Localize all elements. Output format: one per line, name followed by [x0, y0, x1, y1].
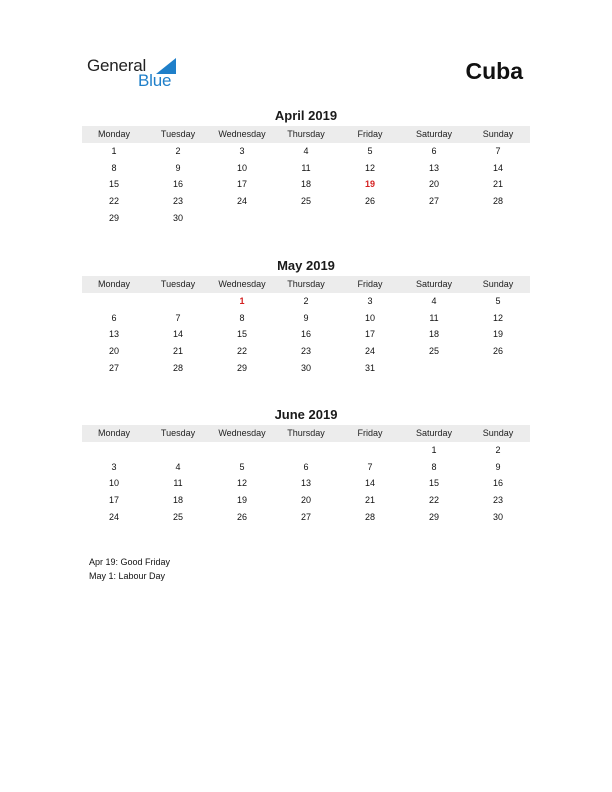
- weekday-label: Thursday: [287, 428, 325, 438]
- day-cell: 2: [303, 296, 309, 306]
- day-cell: 27: [428, 196, 439, 207]
- day-cell: 20: [428, 179, 439, 190]
- day-cell: 5: [239, 461, 245, 472]
- holiday-notes: [89, 555, 170, 583]
- day-cell: 10: [236, 162, 247, 173]
- weekday-label: Saturday: [415, 279, 453, 289]
- day-cell: 5: [495, 296, 501, 306]
- day-cell: 27: [300, 511, 311, 522]
- day-cell: [146, 293, 210, 310]
- day-cell: 8: [111, 162, 117, 173]
- day-cell: [82, 293, 146, 310]
- holiday-note: May 1: Labour Day: [89, 571, 166, 581]
- day-cell: 21: [172, 346, 183, 357]
- day-cell: [274, 210, 338, 227]
- weekday-label: Saturday: [415, 129, 453, 139]
- brand-logo: [87, 56, 187, 92]
- day-cell: 16: [492, 478, 503, 489]
- week-row: [82, 343, 530, 360]
- day-cell: 8: [431, 461, 437, 472]
- day-cell: [146, 442, 210, 459]
- day-cell: 15: [236, 329, 247, 340]
- day-cell: 18: [428, 329, 439, 340]
- day-cell: 16: [172, 179, 183, 190]
- weekday-label: Tuesday: [160, 279, 196, 289]
- day-cell: 4: [175, 461, 181, 472]
- day-cell: 4: [431, 296, 437, 306]
- day-cell: 10: [108, 478, 119, 489]
- day-cell: 4: [303, 146, 309, 156]
- week-row: [82, 360, 530, 377]
- day-cell: 26: [492, 346, 503, 357]
- weekday-label: Sunday: [482, 129, 514, 139]
- day-cell: 1: [111, 146, 117, 156]
- brand-word-general: General: [87, 56, 147, 75]
- day-cell: 29: [236, 362, 247, 373]
- day-cell: 17: [236, 179, 247, 190]
- day-cell: 30: [300, 362, 311, 373]
- day-cell: 23: [172, 196, 183, 207]
- day-cell: 14: [172, 329, 183, 340]
- day-cell: 16: [300, 329, 311, 340]
- day-cell: 22: [428, 495, 439, 506]
- day-cell: 15: [428, 478, 439, 489]
- day-cell: 27: [108, 362, 119, 373]
- day-cell: 3: [239, 146, 245, 156]
- day-cell: 14: [492, 162, 503, 173]
- day-cell: 17: [108, 495, 119, 506]
- day-cell: 22: [236, 346, 247, 357]
- day-cell: 18: [172, 495, 183, 506]
- day-cell: 12: [236, 478, 247, 489]
- day-cell: 2: [175, 146, 181, 156]
- weekday-label: Tuesday: [160, 428, 196, 438]
- day-cell: [402, 210, 466, 227]
- day-cell: 13: [428, 162, 439, 173]
- week-row: [82, 193, 530, 210]
- day-cell: 24: [364, 346, 375, 357]
- day-cell: 11: [173, 478, 183, 489]
- month-calendar: [82, 257, 530, 376]
- day-cell: 7: [175, 312, 181, 323]
- day-cell: 6: [431, 146, 437, 156]
- month-title: June 2019: [274, 407, 338, 422]
- day-cell: 25: [300, 196, 311, 207]
- weekday-label: Sunday: [482, 428, 514, 438]
- day-cell: 14: [364, 478, 375, 489]
- day-cell: [402, 360, 466, 377]
- week-row: [82, 509, 530, 526]
- month-title: April 2019: [274, 108, 338, 123]
- day-cell: 26: [236, 511, 247, 522]
- day-cell: [338, 210, 402, 227]
- day-cell: 8: [239, 312, 245, 323]
- weekday-label: Friday: [357, 129, 383, 139]
- weekday-label: Monday: [97, 428, 131, 438]
- day-cell: 12: [364, 162, 375, 173]
- day-cell: 19: [236, 495, 247, 506]
- day-cell: 19: [364, 179, 375, 190]
- weekday-label: Thursday: [287, 279, 325, 289]
- brand-word-blue: Blue: [138, 71, 172, 90]
- day-cell: 23: [300, 346, 311, 357]
- month-title: May 2019: [277, 258, 335, 273]
- day-cell: 1: [239, 296, 245, 306]
- weekday-header: [82, 276, 530, 293]
- day-cell: [274, 442, 338, 459]
- day-cell: 7: [367, 461, 373, 472]
- weekday-label: Saturday: [415, 428, 453, 438]
- country-title: Cuba: [465, 58, 523, 84]
- day-cell: 30: [492, 511, 503, 522]
- day-cell: 9: [175, 162, 181, 173]
- week-row: [82, 475, 530, 492]
- week-row: [82, 442, 530, 459]
- day-cell: 20: [108, 346, 119, 357]
- week-row: [82, 310, 530, 327]
- day-cell: 2: [495, 445, 501, 455]
- day-cell: 28: [364, 511, 375, 522]
- weekday-label: Friday: [357, 279, 383, 289]
- day-cell: 13: [300, 478, 311, 489]
- week-row: [82, 492, 530, 509]
- day-cell: [338, 442, 402, 459]
- day-cell: 21: [492, 179, 503, 190]
- day-cell: 19: [492, 329, 503, 340]
- day-cell: 10: [364, 312, 375, 323]
- weekday-header: [82, 425, 530, 442]
- month-calendar: [82, 406, 530, 525]
- day-cell: [210, 210, 274, 227]
- day-cell: [82, 442, 146, 459]
- day-cell: 9: [495, 461, 501, 472]
- week-row: [82, 210, 530, 227]
- day-cell: 5: [367, 146, 373, 156]
- weekday-label: Friday: [357, 428, 383, 438]
- day-cell: 3: [367, 296, 373, 306]
- day-cell: 30: [172, 212, 183, 223]
- day-cell: 7: [495, 146, 501, 156]
- weekday-label: Monday: [97, 129, 131, 139]
- day-cell: 26: [364, 196, 375, 207]
- day-cell: 12: [492, 312, 503, 323]
- week-row: [82, 160, 530, 177]
- week-row: [82, 459, 530, 476]
- day-cell: 20: [300, 495, 311, 506]
- day-cell: 29: [428, 511, 439, 522]
- day-cell: 18: [300, 179, 311, 190]
- day-cell: 11: [301, 162, 311, 173]
- weekday-label: Monday: [97, 279, 131, 289]
- week-row: [82, 143, 530, 160]
- day-cell: 11: [429, 312, 439, 323]
- day-cell: 24: [236, 196, 247, 207]
- day-cell: 9: [303, 312, 309, 323]
- week-row: [82, 326, 530, 343]
- weekday-label: Tuesday: [160, 129, 196, 139]
- day-cell: 24: [108, 511, 119, 522]
- week-row: [82, 176, 530, 193]
- day-cell: 22: [108, 196, 119, 207]
- day-cell: 15: [108, 179, 119, 190]
- weekday-label: Wednesday: [218, 279, 266, 289]
- weekday-label: Thursday: [287, 129, 325, 139]
- day-cell: 23: [492, 495, 503, 506]
- day-cell: 17: [364, 329, 375, 340]
- day-cell: 31: [364, 362, 375, 373]
- month-calendar: [82, 107, 530, 226]
- weekday-label: Sunday: [482, 279, 514, 289]
- day-cell: 29: [108, 212, 119, 223]
- weekday-header: [82, 126, 530, 143]
- holiday-note: Apr 19: Good Friday: [89, 557, 171, 567]
- day-cell: [210, 442, 274, 459]
- week-row: [82, 293, 530, 310]
- day-cell: [466, 210, 530, 227]
- day-cell: 6: [111, 312, 117, 323]
- day-cell: 28: [492, 196, 503, 207]
- day-cell: 21: [364, 495, 375, 506]
- day-cell: 28: [172, 362, 183, 373]
- day-cell: 25: [428, 346, 439, 357]
- day-cell: [466, 360, 530, 377]
- weekday-label: Wednesday: [218, 428, 266, 438]
- day-cell: 3: [111, 461, 117, 472]
- weekday-label: Wednesday: [218, 129, 266, 139]
- day-cell: 25: [172, 511, 183, 522]
- day-cell: 13: [108, 329, 119, 340]
- day-cell: 6: [303, 461, 309, 472]
- day-cell: 1: [431, 445, 437, 455]
